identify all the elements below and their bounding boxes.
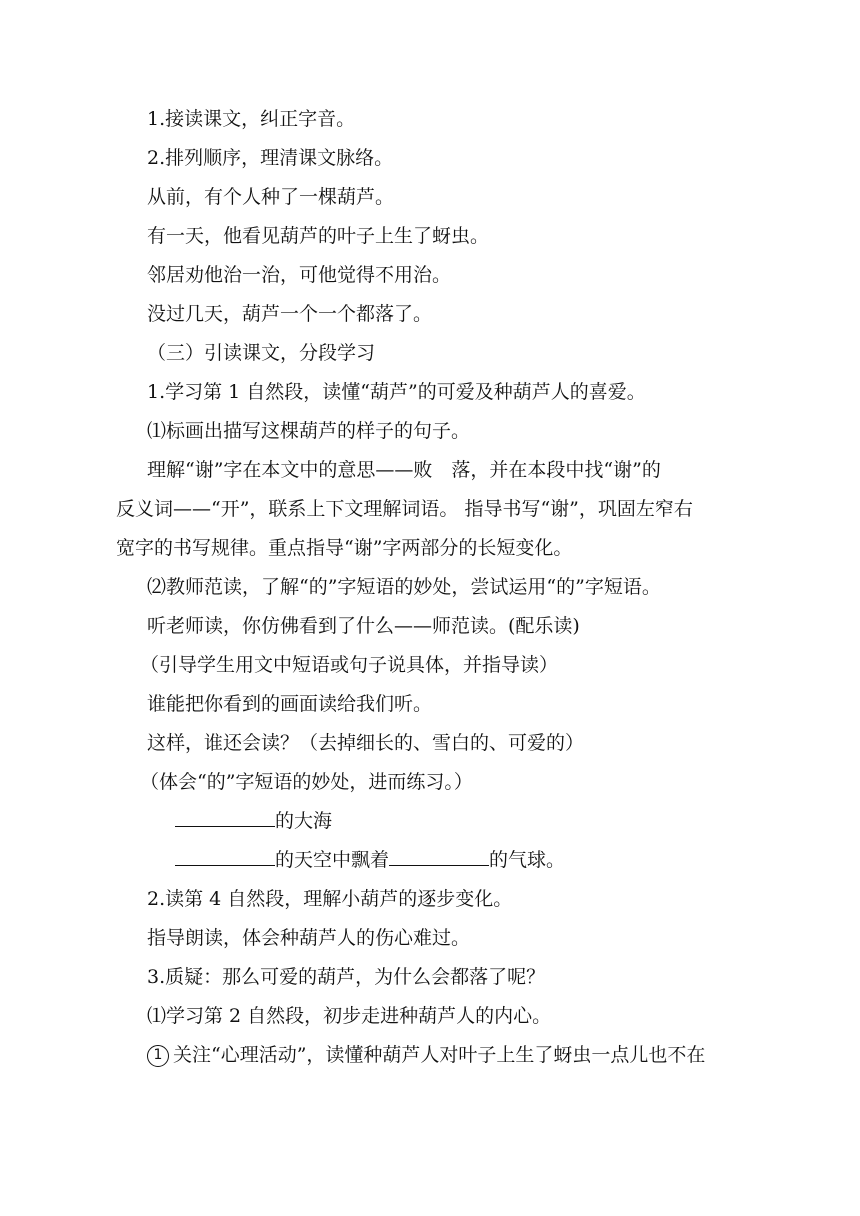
fill-blank-line <box>175 808 332 834</box>
text-line: ⑴标画出描写这棵葫芦的样子的句子。 <box>147 420 471 442</box>
blank-underline <box>389 847 489 866</box>
fill-blank-line <box>175 847 565 873</box>
text-line: 没过几天，葫芦一个一个都落了。 <box>147 303 433 325</box>
text-line: 1.接读课文，纠正字音。 <box>147 108 356 130</box>
text-line: 反义词——“开”，联系上下文理解词语。 指导书写“谢”，巩固左窄右 <box>116 498 693 520</box>
blank-middle: 的天空中飘着 <box>275 849 390 871</box>
text-line: ⑴学习第 2 自然段，初步走进种葫芦人的内心。 <box>147 1005 552 1027</box>
blank-suffix: 的气球。 <box>489 849 566 871</box>
text-line: 指导朗读，体会种葫芦人的伤心难过。 <box>147 927 471 949</box>
text-line: ⑵教师范读，了解“的”字短语的妙处，尝试运用“的”字短语。 <box>147 576 661 598</box>
text-line: 邻居劝他治一治，可他觉得不用治。 <box>147 264 452 286</box>
blank-underline <box>175 808 275 827</box>
text-line: 3.质疑：那么可爱的葫芦，为什么会都落了呢？ <box>147 966 546 988</box>
text-line: 1.学习第 1 自然段，读懂“葫芦”的可爱及种葫芦人的喜爱。 <box>147 381 646 403</box>
text-line: 这样，谁还会读？（去掉细长的、雪白的、可爱的） <box>147 732 585 754</box>
text-line: 2.读第 4 自然段，理解小葫芦的逐步变化。 <box>147 888 513 910</box>
blank-underline <box>175 847 275 866</box>
text-line: 谁能把你看到的画面读给我们听。 <box>147 693 433 715</box>
text-line: 宽字的书写规律。重点指导“谢”字两部分的长短变化。 <box>116 537 573 559</box>
text-line: 2.排列顺序，理清课文脉络。 <box>147 147 394 169</box>
text-line: 从前，有个人种了一棵葫芦。 <box>147 186 395 208</box>
circled-number: 1 <box>147 1045 169 1067</box>
text-line: 听老师读，你仿佛看到了什么——师范读。(配乐读) <box>147 615 580 637</box>
text-line: （引导学生用文中短语或句子说具体，并指导读） <box>140 654 559 676</box>
blank-suffix: 的大海 <box>275 810 333 832</box>
text-line: （体会“的”字短语的妙处，进而练习。） <box>140 771 473 793</box>
text-line: 理解“谢”字在本文中的意思——败 落，并在本段中找“谢”的 <box>147 459 661 481</box>
text-line <box>147 1042 705 1068</box>
text-line: 有一天，他看见葫芦的叶子上生了蚜虫。 <box>147 225 490 247</box>
section-heading: （三）引读课文，分段学习 <box>147 342 376 364</box>
text-line-content: 关注“心理活动”，读懂种葫芦人对叶子上生了蚜虫一点儿也不在 <box>173 1044 706 1066</box>
